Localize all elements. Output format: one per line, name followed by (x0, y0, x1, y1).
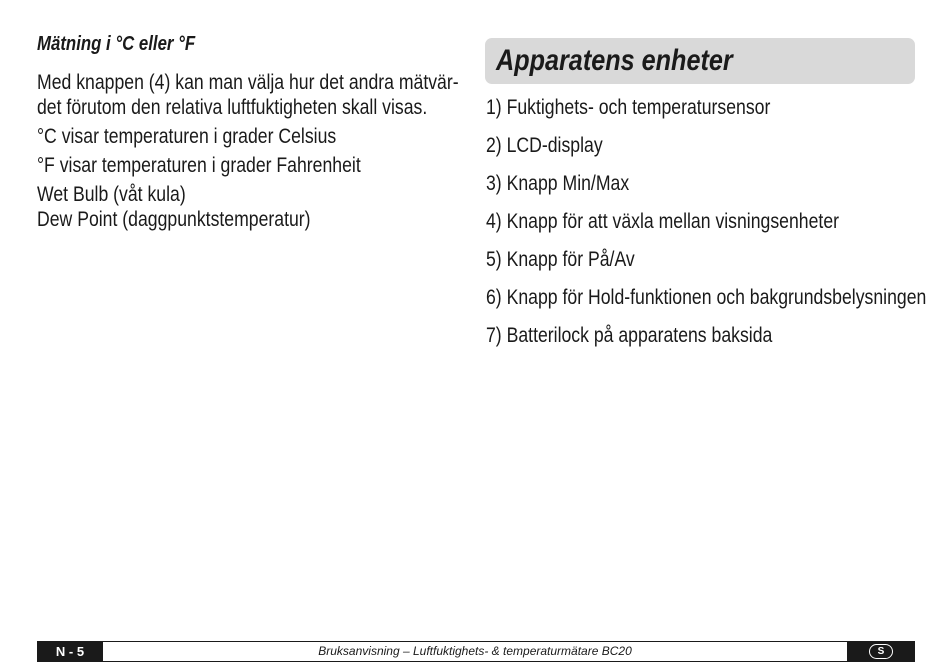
measurement-unit-heading: Mätning i °C eller °F (37, 33, 196, 55)
paragraph-line: Wet Bulb (våt kula) (37, 183, 186, 206)
section-header-box (485, 38, 915, 84)
part-list-item: 6) Knapp för Hold-funktionen och bakgrundsbelysningen (486, 286, 927, 309)
part-list-item: 4) Knapp för att växla mellan visningsenheter (486, 210, 840, 233)
document-title: Bruksanvisning – Luftfuktighets- & temperaturmätare BC20 (318, 644, 632, 658)
paragraph-line: Med knappen (4) kan man välja hur det andra mätvär- (37, 71, 459, 94)
paragraph-line: det förutom den relativa luftfuktigheten skall visas. (37, 96, 428, 119)
part-list-item: 5) Knapp för På/Av (486, 248, 635, 271)
page-footer (37, 641, 915, 662)
language-tab (847, 641, 915, 662)
section-title: Apparatens enheter (496, 44, 733, 77)
paragraph-line: Dew Point (daggpunktstemperatur) (37, 208, 311, 231)
part-list-item: 7) Batterilock på apparatens baksida (486, 324, 773, 347)
paragraph-line: °F visar temperaturen i grader Fahrenheit (37, 154, 361, 177)
page-number: N - 5 (37, 641, 103, 662)
paragraph-line: °C visar temperaturen i grader Celsius (37, 125, 337, 148)
part-list-item: 1) Fuktighets- och temperatursensor (486, 96, 771, 119)
part-list-item: 2) LCD-display (486, 134, 603, 157)
language-badge: S (869, 644, 893, 659)
part-list-item: 3) Knapp Min/Max (486, 172, 630, 195)
